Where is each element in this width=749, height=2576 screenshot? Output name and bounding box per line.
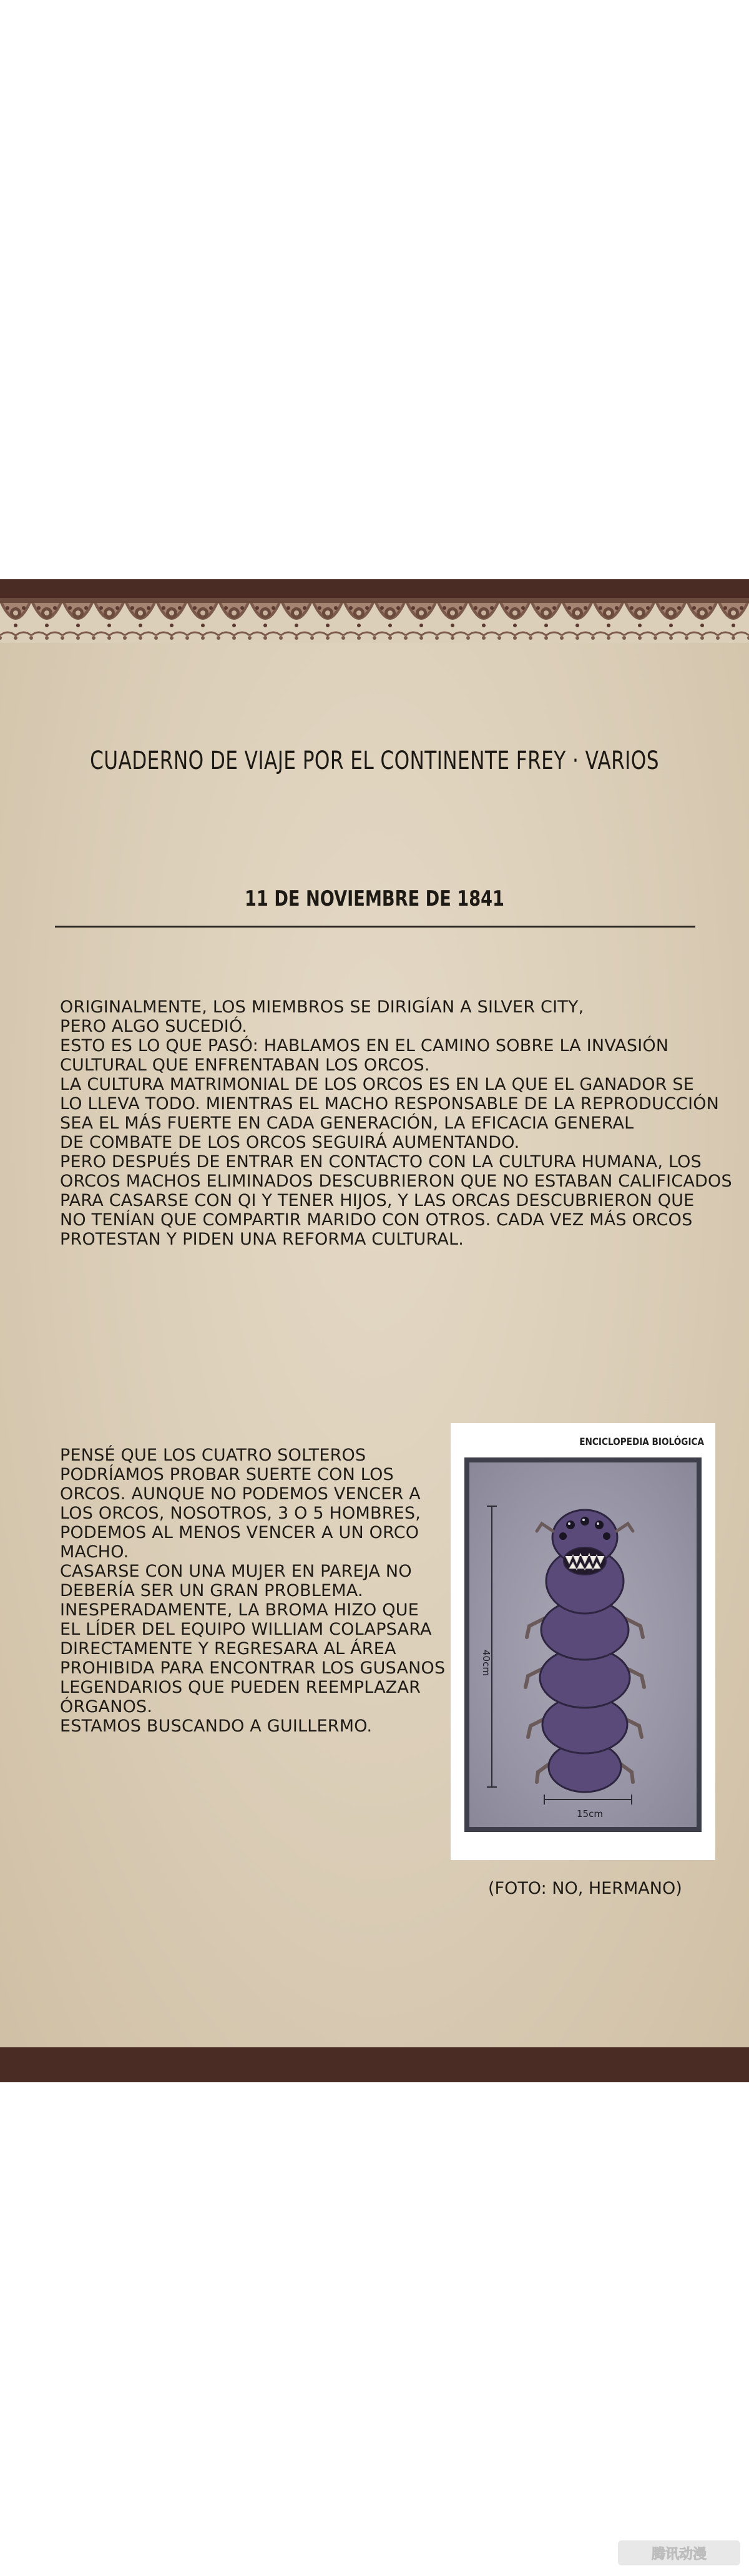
text-line: LO LLEVA TODO. MIENTRAS EL MACHO RESPONSABLE DE LA REPRODUCCIÓN — [60, 1094, 720, 1114]
watermark-logo — [618, 2540, 740, 2565]
entry-date: 11 DE NOVIEMBRE DE 1841 — [245, 886, 504, 911]
text-line: LEGENDARIOS QUE PUEDEN REEMPLAZAR — [60, 1678, 421, 1697]
text-line: PENSÉ QUE LOS CUATRO SOLTEROS — [60, 1446, 366, 1465]
text-line: PERO ALGO SUCEDIÓ. — [60, 1017, 248, 1036]
text-line: DEBERÍA SER UN GRAN PROBLEMA. — [60, 1581, 363, 1600]
card-label: ENCICLOPEDIA BIOLÓGICA — [579, 1436, 704, 1447]
bottom-border-band — [0, 2047, 749, 2082]
text-line: PERO DESPUÉS DE ENTRAR EN CONTACTO CON LA CULTURA HUMANA, LOS — [60, 1152, 702, 1172]
worm-illustration — [469, 1462, 697, 1827]
top-border-band — [0, 579, 749, 598]
paragraph-2 — [60, 1446, 446, 1736]
paragraph-1 — [60, 997, 732, 1249]
text-line: DIRECTAMENTE Y REGRESARA AL ÁREA — [60, 1639, 396, 1658]
text-line: PODEMOS AL MENOS VENCER A UN ORCO — [60, 1523, 419, 1542]
text-line: PROTESTAN Y PIDEN UNA REFORMA CULTURAL. — [60, 1230, 464, 1249]
text-line: ORCOS. AUNQUE NO PODEMOS VENCER A — [60, 1484, 421, 1504]
height-label: 40cm — [481, 1650, 492, 1676]
text-line: CASARSE CON UNA MUJER EN PAREJA NO — [60, 1562, 412, 1581]
width-label: 15cm — [577, 1808, 603, 1819]
photo-caption: (FOTO: NO, HERMANO) — [488, 1879, 682, 1898]
card-illustration — [469, 1462, 697, 1827]
lace-border — [0, 598, 749, 643]
text-line: INESPERADAMENTE, LA BROMA HIZO QUE — [60, 1600, 419, 1620]
text-line: DE COMBATE DE LOS ORCOS SEGUIRÁ AUMENTANDO. — [60, 1133, 520, 1152]
text-line: ESTO ES LO QUE PASÓ: HABLAMOS EN EL CAMINO SOBRE LA INVASIÓN — [60, 1036, 669, 1055]
text-line: CULTURAL QUE ENFRENTABAN LOS ORCOS. — [60, 1055, 430, 1075]
text-line: NO TENÍAN QUE COMPARTIR MARIDO CON OTROS. CADA VEZ MÁS ORCOS — [60, 1210, 693, 1230]
encyclopedia-card — [451, 1423, 715, 1860]
text-line: PROHIBIDA PARA ENCONTRAR LOS GUSANOS — [60, 1658, 446, 1678]
text-line: LOS ORCOS, NOSOTROS, 3 O 5 HOMBRES, — [60, 1504, 421, 1523]
text-line: SEA EL MÁS FUERTE EN CADA GENERACIÓN, LA EFICACIA GENERAL — [60, 1114, 634, 1133]
text-line: EL LÍDER DEL EQUIPO WILLIAM COLAPSARA — [60, 1620, 432, 1639]
text-line: ESTAMOS BUSCANDO A GUILLERMO. — [60, 1717, 373, 1736]
text-line: ORCOS MACHOS ELIMINADOS DESCUBRIERON QUE NO ESTABAN CALIFICADOS — [60, 1172, 732, 1191]
svg-text:腾讯动漫: 腾讯动漫 — [651, 2547, 707, 2562]
page-title: CUADERNO DE VIAJE POR EL CONTINENTE FREY · VARIOS — [90, 747, 659, 775]
text-line: PARA CASARSE CON QI Y TENER HIJOS, Y LAS ORCAS DESCUBRIERON QUE — [60, 1191, 695, 1210]
text-line: PODRÍAMOS PROBAR SUERTE CON LOS — [60, 1465, 394, 1484]
date-divider — [55, 926, 695, 928]
text-line: LA CULTURA MATRIMONIAL DE LOS ORCOS ES EN LA QUE EL GANADOR SE — [60, 1075, 695, 1094]
text-line: ORIGINALMENTE, LOS MIEMBROS SE DIRIGÍAN A SILVER CITY, — [60, 997, 584, 1017]
text-line: ÓRGANOS. — [60, 1697, 153, 1717]
text-line: MACHO. — [60, 1542, 129, 1562]
card-frame — [464, 1457, 702, 1832]
